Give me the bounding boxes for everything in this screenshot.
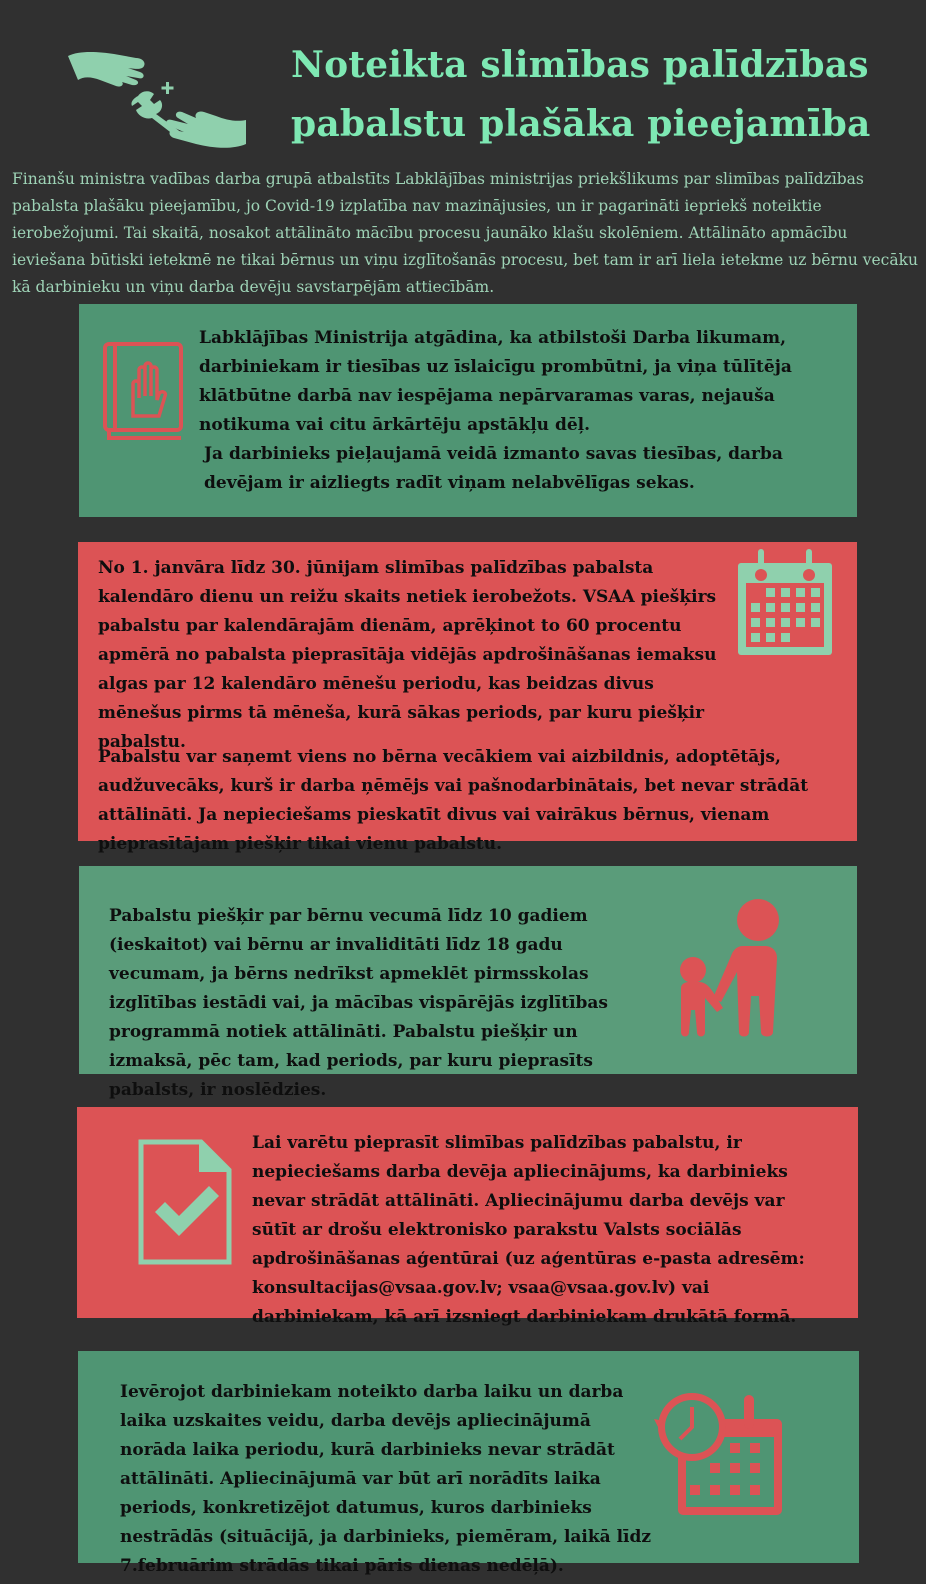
page-title-line-1: Noteikta slimības palīdzības — [291, 44, 869, 86]
card-benefit-calculation — [78, 542, 857, 854]
helping-hands-icon — [66, 44, 248, 156]
card2-paragraph-1: No 1. janvāra līdz 30. jūnijam slimības palīdzības pabalsta kalendāro dienu un reižu skaits netiek ierobežots. VSAA piešķirs pabalstu par kalendārajām dienām, aprēķinot to 60 procentu apmērā no pabalsta pieprasītāja vidējās apdrošināšanas iemaksu algas par 12 kalendāro mēnešu periodu, kas beidzas divus mēnešus pirms tā mēneša, kurā sākas periods, par kuru piešķir pabalstu. — [98, 558, 717, 752]
card3-paragraph-1: Pabalstu piešķir par bērnu vecumā līdz 10 gadiem (ieskaitot) vai bērnu ar invaliditāti līdz 18 gadu vecumam, ja bērns nedrīkst apmeklēt pirmsskolas izglītības iestādi vai, ja mācības vispārējās izglītības programmā notiek attālināti. Pabalstu piešķir un izmaksā, pēc tam, kad periods, par kuru pieprasīts pabalsts, ir noslēdzies. — [109, 906, 609, 1100]
calendar-icon — [736, 547, 834, 657]
card-work-time-period — [78, 1351, 859, 1576]
calendar-clock-icon — [654, 1389, 786, 1519]
card2-paragraph-2: Pabalstu var saņemt viens no bērna vecākiem vai aizbildnis, adoptētājs, audžuvecāks, kurš ir darba ņēmējs vai pašnodarbinātais, bet nevar strādāt attālināti. Ja nepieciešams pieskatīt divus vai vairākus bērnus, vienam pieprasītājam piešķir tikai vienu pabalstu. — [98, 747, 809, 854]
card-absence-rights — [79, 304, 857, 517]
card5-paragraph-1: Ievērojot darbiniekam noteikto darba laiku un darba laika uzskaites veidu, darba devējs apliecinājumā norāda laika periodu, kurā darbinieks nevar strādāt attālināti. Apliecinājumā var būt arī norādīts laika periods, konkretizējot datumus, kuros darbinieks nestrādās (situācijā, ja darbinieks, piemēram, laikā līdz 7.februārim strādās tikai pāris dienas nedēļā). — [120, 1382, 652, 1576]
parent-child-icon — [673, 898, 789, 1038]
intro-paragraph: Finanšu ministra vadības darba grupā atbalstīts Labklājības ministrijas priekšlikums par slimības palīdzības pabalsta plašāku pieejamību, jo Covid-19 izplatība nav mazinājusies, un ir pagarināti iepriekš noteiktie ierobežojumi. Tai skaitā, nosakot attālināto mācību procesu jaunāko klašu skolēniem. Attālināto apmācību ieviešana būtiski ietekmē ne tikai bērnus un viņu izglītošanās procesu, bet tam ir arī liela ietekme uz bērnu vecāku kā darbinieku un viņu darba devēju savstarpējām attiecībām. — [12, 170, 918, 296]
page-title-line-2: pabalstu plašāka pieejamība — [291, 103, 871, 145]
card-eligible-children — [79, 866, 857, 1100]
card1-paragraph-2: Ja darbinieks pieļaujamā veidā izmanto savas tiesības, darba devējam ir aizliegts radīt viņam nelabvēlīgas sekas. — [204, 444, 783, 493]
document-check-icon — [137, 1138, 233, 1266]
card-employer-certificate — [77, 1107, 858, 1327]
card4-paragraph-1: Lai varētu pieprasīt slimības palīdzības pabalstu, ir nepieciešams darba devēja apliecinājums, ka darbinieks nevar strādāt attālināti. Apliecinājumu darba devējs var sūtīt ar drošu elektronisko parakstu Valsts sociālās apdrošināšanas aģentūrai (uz aģentūras e-pasta adresēm: konsultacijas@vsaa.gov.lv; vsaa@vsaa.gov.lv) vai darbiniekam, kā arī izsniegt darbiniekam drukātā formā. — [252, 1133, 805, 1327]
card1-paragraph-1: Labklājības Ministrija atgādina, ka atbilstoši Darba likumam, darbiniekam ir tiesības uz īslaicīgu prombūtni, ja viņa tūlītēja klātbūtne darbā nav iespējama nepārvaramas varas, nejauša notikuma vai citu ārkārtēju apstākļu dēļ. — [199, 328, 792, 435]
oath-book-hand-icon — [101, 340, 187, 442]
